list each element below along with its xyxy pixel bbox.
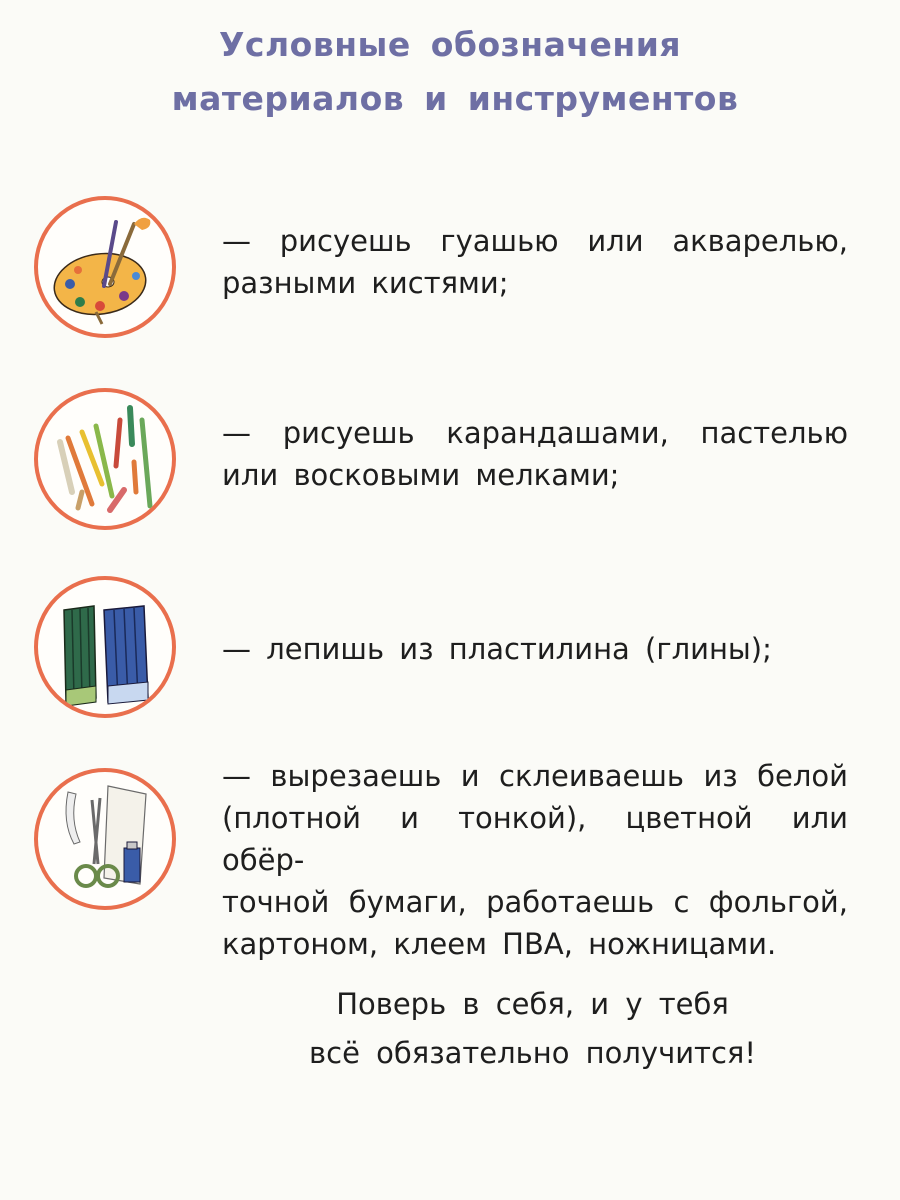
page-title [0, 18, 900, 126]
item-line: — лепишь из пластилина (глины); [222, 632, 772, 666]
item-plasticine-text [222, 628, 848, 670]
pencils-crayons-icon [34, 388, 176, 530]
item-cutting-text [222, 755, 848, 965]
closing-line-1: Поверь в себя, и у тебя [336, 987, 729, 1021]
item-line: картоном, клеем ПВА, ножницами. [222, 927, 777, 961]
item-line: (плотной и тонкой), цветной или обёр- [222, 801, 848, 877]
item-paint-text [222, 220, 848, 304]
closing-line-2: всё обязательно получится! [309, 1036, 756, 1070]
item-line: или восковыми мелками; [222, 458, 620, 492]
item-line: — рисуешь карандашами, пастелью [222, 416, 848, 450]
plasticine-icon [34, 576, 176, 718]
item-line: разными кистями; [222, 266, 509, 300]
closing-message [0, 980, 900, 1078]
item-line: точной бумаги, работаешь с фольгой, [222, 885, 848, 919]
title-line-1: Условные обозначения [218, 25, 682, 64]
item-line: — рисуешь гуашью или акварелью, [222, 224, 848, 258]
scissors-glue-icon [34, 768, 176, 910]
paint-palette-icon [34, 196, 176, 338]
item-pencils-text [222, 412, 848, 496]
item-line: — вырезаешь и склеиваешь из белой [222, 759, 848, 793]
title-line-2: материалов и инструментов [171, 79, 739, 118]
